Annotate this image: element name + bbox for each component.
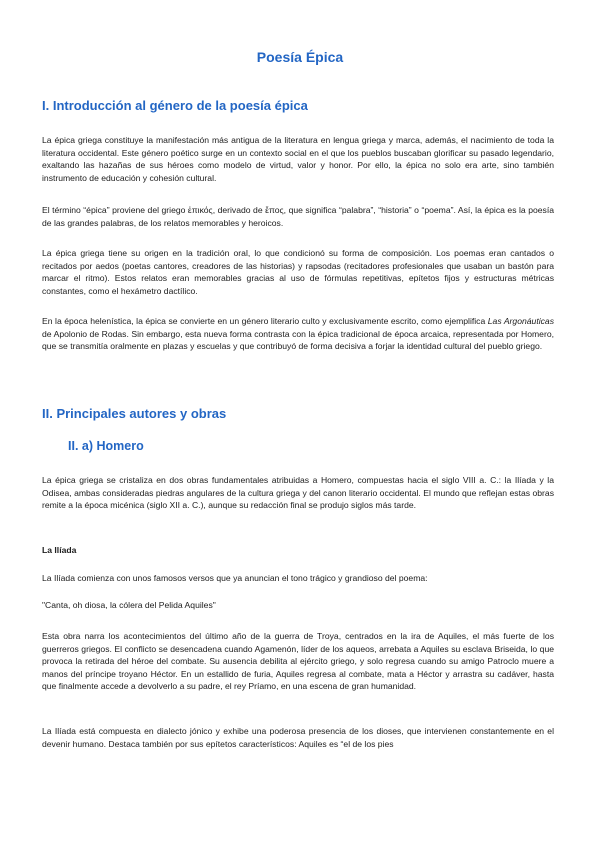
subsection-heading-homero: II. a) Homero	[68, 439, 144, 453]
iliada-subtitle: La Ilíada	[42, 545, 77, 555]
document-title: Poesía Épica	[256, 49, 344, 65]
section-heading-authors: II. Principales autores y obras	[42, 406, 227, 421]
intro-paragraph-1: La épica griega constituye la manifestación más antigua de la literatura en lengua griega y marca, además, el nacimiento de toda la literatura occidental. Este género poético surge en un contexto social en el que los pueblos buscaban glorificar su pasado legendario, exaltando las hazañas de sus héroes como modelo de virtud, valor y honor. Por ello, la épica no solo era arte, sino también instrumento de educación y cohesión cultural.	[42, 135, 554, 183]
iliada-paragraph-style: La Ilíada está compuesta en dialecto jónico y exhibe una poderosa presencia de los dioses, que intervienen constantemente en el devenir humano. Destaca también por sus epítetos característicos: Aquiles es “el de los pies	[42, 726, 554, 749]
iliada-paragraph-plot: Esta obra narra los acontecimientos del último año de la guerra de Troya, centrados en la ira de Aquiles, el más fuerte de los guerreros griegos. El conflicto se desencadena cuando Agamenón, líder de los aqueos, arrebata a Aquiles su esclava Briseida, lo que provoca la retirada del héroe del combate. Su ausencia debilita al ejército griego, y solo regresa cuando su amigo Patroclo muere a manos del príncipe troyano Héctor. En un estallido de furia, Aquiles regresa al combate, mata a Héctor y arrastra su cadáver, hasta que finalmente accede a devolverlo a su padre, el rey Príamo, en una escena de gran humanidad.	[42, 631, 554, 692]
intro-paragraph-4	[42, 315, 554, 353]
argonauticas-title: Las Argonáuticas	[487, 316, 554, 326]
intro-paragraph-3: La épica griega tiene su origen en la tradición oral, lo que condicionó su forma de composición. Los poemas eran cantados o recitados por aedos (poetas cantores, creadores de las historias) y rapsodas (recitadores profesionales que usaban un bastón para marcar el ritmo). Estos relatos eran memorables gracias al uso de fórmulas repetitivas, epítetos fijos y estructuras métricas constantes, como el hexámetro dactílico.	[42, 248, 554, 296]
iliada-quote: "Canta, oh diosa, la cólera del Pelida Aquiles"	[42, 600, 216, 610]
iliada-paragraph-intro: La Ilíada comienza con unos famosos versos que ya anuncian el tono trágico y grandioso del poema:	[42, 573, 428, 583]
intro-paragraph-4-start: En la época helenística, la épica se convierte en un género literario culto y exclusivamente escrito, como ejemplifica	[42, 316, 488, 326]
intro-paragraph-2: El término “épica” proviene del griego ἐπικός, derivado de ἔπος, que significa “palabra”, “historia” o “poema”. Así, la épica es la poesía de las grandes palabras, de los relatos memorables y heroicos.	[42, 205, 554, 228]
intro-paragraph-4-end: de Apolonio de Rodas. Sin embargo, esta nueva forma contrasta con la épica tradicional de época arcaica, representada por Homero, que se transmitía oralmente en plazas y escuelas y que contribuyó de forma decisiva a forjar la identidad cultural del pueblo griego.	[42, 328, 554, 352]
homero-paragraph-1: La épica griega se cristaliza en dos obras fundamentales atribuidas a Homero, compuestas hacia el siglo VIII a. C.: la Ilíada y la Odisea, ambas consideradas piedras angulares de la cultura griega y del canon literario occidental. El mundo que reflejan estas obras remite a la época micénica (siglo XII a. C.), aunque su redacción final se produjo siglos más tarde.	[42, 475, 554, 511]
section-heading-introduction: I. Introducción al género de la poesía épica	[42, 98, 308, 113]
